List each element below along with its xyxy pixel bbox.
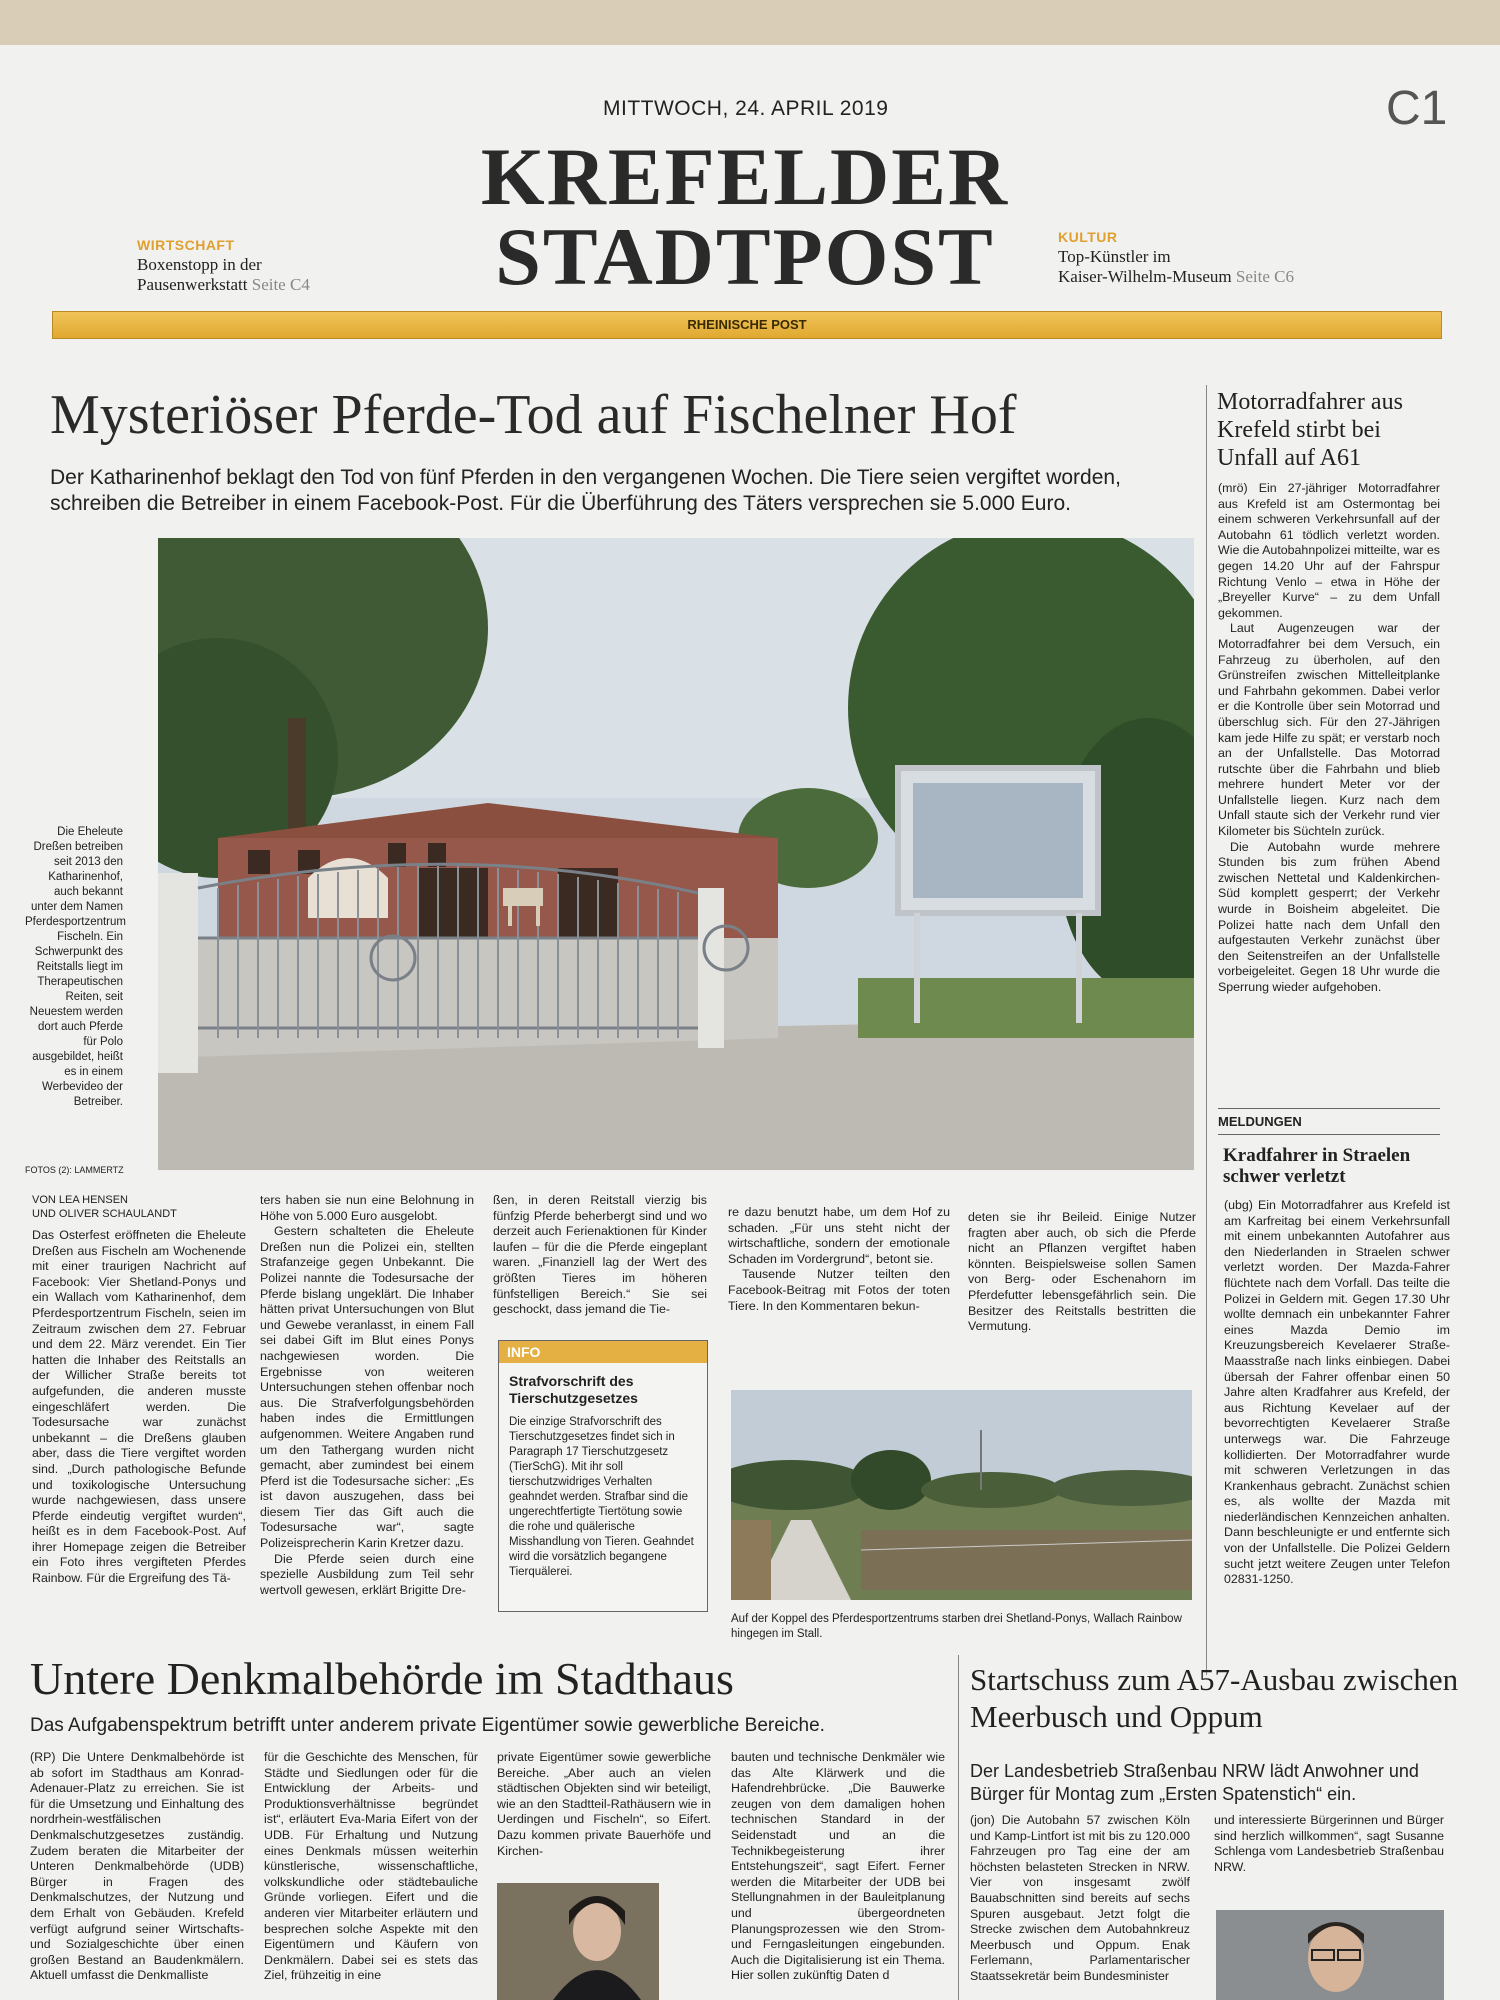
article-column-5 xyxy=(968,1210,1196,1335)
denkmal-column-1 xyxy=(30,1750,244,2000)
paragraph: deten sie ihr Beileid. Einige Nutzer fragten aber auch, ob sich die Pferde nicht an Pflanzen vergiftet haben könnten. Beispielsweise sollen Samen von Berg- oder Eschenahorn im Pferdefutter lebensgefährlich sein. Die Besitzer des Reitstalls bestritten die Vermutung. xyxy=(968,1210,1196,1334)
info-tag: INFO xyxy=(499,1341,707,1363)
denkmal-column-4 xyxy=(731,1750,945,2000)
denkmal-headline: Untere Denkmalbehörde im Stadthaus xyxy=(30,1653,734,1704)
article-column-3 xyxy=(493,1193,707,1318)
photo-caption: Die Eheleute Dreßen betreiben seit 2013 den Katharinenhof, auch bekannt unter dem Namen Pferdesportzentrum Fischeln. Ein Schwerpunkt des Reitstalls liegt im Therapeutischen Reiten, seit Neuestem werden dort auch Pferde für Polo ausgebildet, heißt es in einem Werbevideo der Betreiber. xyxy=(25,826,126,1108)
sidebar-divider xyxy=(1206,385,1207,1675)
sidebar-headline-2: Kradfahrer in Straelen schwer verletzt xyxy=(1223,1145,1411,1187)
a57-column-1 xyxy=(970,1813,1190,2000)
byline xyxy=(32,1193,177,1221)
paragraph: Das Osterfest eröffneten die Eheleute Dreßen aus Fischeln am Wochenende mit einer traurigen Nachricht auf Facebook: Vier Shetland-Ponys und ein Wallach vom Katharinenhof, dem Pferdesportzentrum Fischeln, seien im Zeitraum zwischen dem 27. Februar und dem 22. März verendet. Ein Tier hatten die Inhaber des Reitstalls an der Willicher Straße bereits tot aufgefunden, die anderen musste eingeschläfert werden. Die Todesursache war zunächst unbekannt – die Dreßens glauben aber, dass die Tiere vergiftet worden sind. „Durch pathologische Befunde und toxikologische Untersuchung wurde nachgewiesen, dass unsere Pferde eindeutig vergiftet wurden“, heißt es in dem Facebook-Post. Auf ihrer Homepage zeigen die Betreiber ein Foto ihres vergifteten Pferdes Rainbow. Für die Ergreifung des Tä- xyxy=(32,1228,246,1586)
publisher-banner: RHEINISCHE POST xyxy=(52,311,1442,339)
paddock-photo xyxy=(731,1390,1192,1600)
paragraph: bauten und technische Denkmäler wie das Alte Klärwerk und die Hafendrehbrücke. „Die Bauwerke zeugen von dem damaligen hohen technischen Standard in der Seidenstadt und an die Technikbegeisterung ihrer Entstehungszeit“, sagt Eifert. Ferner werden die Mitarbeiter der UDB bei Stellungnahmen in der Bauleitplanung und übergeordneten Planungsprozessen wie den Strom- und Ferngasleitungen eingebunden. Auch die Digitalisierung ist ein Thema. Hier sollen zukünftig Daten d xyxy=(731,1750,945,1983)
paragraph: Gestern schalteten die Eheleute Dreßen nun die Polizei ein, stellten Strafanzeige gegen Unbekannt. Die Polizei nannte die Todesursache der Pferde bislang ungeklärt. Die Inhaber hätten privat Untersuchungen von Blut und Gewebe veranlasst, in einem Fall sei dabei Gift im Blut eines Ponys nachgewiesen worden. Die Ergebnisse von weiteren Untersuchungen stehen offenbar noch aus. Die Strafverfolgungsbehörden haben indes die Ermittlungen aufgenommen. Weitere Angaben rund um den Tathergang wurden nicht gemacht, aber zumindest bei einem Pferd ist die Todesursache sicher: „Es ist davon auszugehen, dass bei diesem Tier das Gift auch die Todesursache war“, sagte Polizeisprecherin Karin Kretzer dazu. xyxy=(260,1224,474,1551)
paragraph: Tausende Nutzer teilten den Facebook-Beitrag mit Fotos der toten Tiere. In den Kommentaren bekun- xyxy=(728,1267,950,1313)
paragraph: private Eigentümer sowie gewerbliche Bereiche. „Aber auch an vielen städtischen Objekten sind wir beteiligt, wie an den Stadtteil-Rathäusern wie in Uerdingen und Fischeln“, so Eifert. Dazu kommen private Bauerhöfe und Kirchen- xyxy=(497,1750,711,1858)
a57-lead: Der Landesbetrieb Straßenbau NRW lädt Anwohner und Bürger für Montag zum „Ersten Spatenstich“ ein. xyxy=(970,1761,1419,1804)
portrait-illustration xyxy=(497,1883,659,2000)
newspaper-page xyxy=(0,45,1500,2000)
main-lead: Der Katharinenhof beklagt den Tod von fünf Pferden in den vergangenen Wochen. Die Tiere seien vergiftet worden, schreiben die Betreiber in einem Facebook-Post. Für die Überführung des Täters versprechen sie 5.000 Euro. xyxy=(50,466,1121,515)
teaser-line: Kaiser-Wilhelm-Museum xyxy=(1058,267,1232,286)
paragraph: (jon) Die Autobahn 57 zwischen Köln und Kamp-Lintfort ist mit bis zu 120.000 Fahrzeugen pro Tag eine der am höchsten belasteten Strecken in NRW. Vier von insgesamt zwölf Bauabschnitten sind bereits auf sechs Spuren ausgebaut. Jetzt folgt die Strecke zwischen dem Autobahnkreuz Meerbusch und Oppum. Enak Ferlemann, Parlamentarischer Staatssekretär beim Bundesminister xyxy=(970,1813,1190,1983)
sidebar-article xyxy=(1218,481,1440,996)
paragraph: (mrö) Ein 27-jähriger Motorradfahrer aus Krefeld ist am Ostermontag bei einem schweren Verkehrsunfall auf der Autobahn 61 tödlich verletzt worden. Wie die Autobahnpolizei mitteilte, war es gegen 14.20 Uhr auf der Fahrspur Richtung Venlo – etwa in Höhe der „Breyeller Kurve“ – zu dem Unfall gekommen. xyxy=(1218,481,1440,620)
masthead-title-line2: STADTPOST xyxy=(495,211,995,302)
page-id: C1 xyxy=(1386,82,1448,135)
teaser-kultur xyxy=(1058,227,1294,287)
paragraph: Laut Augenzeugen war der Motorradfahrer bei dem Versuch, ein Fahrzeug zu überholen, auf den Grünstreifen zwischen Mittelleitplanke und Fahrbahn gekommen. Dabei verlor er die Kontrolle über sein Motorrad und überschlug sich. Für den 27-Jährigen kam jede Hilfe zu spät; er verstarb noch an der Unfallstelle. Das Motorrad rutschte über die Fahrbahn und blieb mehrere hundert Meter vor der Unfallstelle liegen. Kurz nach dem Unfall staute sich der Verkehr rund vier Kilometer bis Süchteln zurück. xyxy=(1218,621,1440,839)
denkmal-column-3 xyxy=(497,1750,711,1859)
paragraph: Die Pferde seien durch eine spezielle Ausbildung zum Teil sehr wertvoll gewesen, erklärt Brigitte Dre- xyxy=(260,1551,474,1597)
ferlemann-photo xyxy=(1216,1910,1444,2000)
portrait-illustration xyxy=(1216,1910,1444,2000)
bottom-divider xyxy=(958,1655,959,2000)
masthead-title xyxy=(475,131,1015,302)
info-text: Die einzige Strafvorschrift des Tierschutzgesetzes findet sich in Paragraph 17 Tierschutzgesetz (TierSchG). Mit ihr soll tierschutzwidriges Verhalten geahndet werden. Strafbar sind die ungerechtfertigte Tiertötung sowie die rohe und quälerische Misshandlung von Tieren. Geahndet wird die vorsätzlich begangene Tierquälerei. xyxy=(509,1416,694,1578)
teaser-page-ref: Seite C4 xyxy=(251,275,310,294)
info-title: Strafvorschrift des Tierschutzgesetzes xyxy=(509,1373,638,1406)
paragraph: ters haben sie nun eine Belohnung in Höhe von 5.000 Euro ausgelobt. xyxy=(260,1193,474,1223)
denkmal-lead: Das Aufgabenspektrum betrifft unter anderem private Eigentümer sowie gewerbliche Bereiche. xyxy=(30,1715,825,1736)
teaser-page-ref: Seite C6 xyxy=(1235,267,1294,286)
denkmal-column-2 xyxy=(264,1750,478,2000)
teaser-line: Boxenstopp in der xyxy=(137,255,262,274)
section-label: MELDUNGEN xyxy=(1218,1108,1440,1135)
paragraph: für die Geschichte des Menschen, für Städte und Siedlungen oder für die Entwicklung der Arbeits- und Produktionsverhältnisse begründet ist“, erläutert Eva-Maria Eifert von der UDB. Für Erhaltung und Nutzung eines Denkmals müssen weiterhin künstlerische, wissenschaftliche, volkskundliche oder städtebauliche Gründe vorliegen. Eifert und die anderen vier Mitarbeiter erläutern und besprechen solche Aspekte mit den Eigentümern und Käufern von Denkmälern. Dabei sei es stets das Ziel, frühzeitig in eine xyxy=(264,1750,478,1983)
paragraph: (RP) Die Untere Denkmalbehörde ist ab sofort im Stadthaus am Konrad-Adenauer-Platz zu erreichen. Sie ist für die Umsetzung und Einhaltung des nordrhein-westfälischen Denkmalschutzgesetzes zuständig. Zudem beraten die Mitarbeiter der Unteren Denkmalbehörde (UDB) Bürger in Fragen des Denkmalschutzes, der Nutzung und dem Erhalt von Gebäuden. Krefeld verfügt aufgrund seiner Wirtschafts- und Sozialgeschichte über einen großen Bestand an Baudenkmälern. Aktuell umfasst die Denkmalliste xyxy=(30,1750,244,1983)
photo-credit: FOTOS (2): LAMMERTZ xyxy=(25,1165,124,1175)
teaser-wirtschaft xyxy=(137,235,310,295)
teaser-kicker: KULTUR xyxy=(1058,229,1118,245)
issue-date: MITTWOCH, 24. APRIL 2019 xyxy=(603,97,889,120)
paragraph: ßen, in deren Reitstall vierzig bis fünfzig Pferde beherbergt sind und wo derzeit auch Ferienaktionen für Kinder laufen – für die die Pferde eingeplant waren. „Finanziell lag der Wert des größten Tieres im höheren fünfstelligen Bereich.“ Sie sei geschockt, dass jemand die Tie- xyxy=(493,1193,707,1317)
paragraph: und interessierte Bürgerinnen und Bürger sind herzlich willkommen“, sagt Susanne Schlenga vom Landesbetrieb Straßenbau NRW. xyxy=(1214,1813,1444,1874)
eifert-photo xyxy=(497,1883,659,2000)
a57-headline: Startschuss zum A57-Ausbau zwischen Meerbusch und Oppum xyxy=(970,1662,1459,1734)
teaser-kicker: WIRTSCHAFT xyxy=(137,237,235,253)
article-column-4 xyxy=(728,1205,950,1314)
info-box xyxy=(498,1340,708,1612)
paragraph: Die Autobahn wurde mehrere Stunden bis zum frühen Abend zwischen Nettetal und Kaldenkirchen-Süd komplett gesperrt; der Verkehr wurde in Boisheim abgeleitet. Die Polizei hatte nach dem Unfall den aufgestauten Verkehr zunächst über den Seitenstreifen an der Unfallstelle vorbeigeleitet. Gegen 18 Uhr wurde die Sperrung wieder aufgehoben. xyxy=(1218,839,1440,994)
teaser-line: Top-Künstler im xyxy=(1058,247,1171,266)
sidebar-headline: Motorradfahrer aus Krefeld stirbt bei Unfall auf A61 xyxy=(1217,389,1403,471)
byline-line: VON LEA HENSEN xyxy=(32,1194,128,1206)
paragraph: re dazu benutzt habe, um dem Hof zu schaden. „Für uns steht nicht der wirtschaftliche, sondern der emotionale Schaden im Vordergrund“, betont sie. xyxy=(728,1205,950,1266)
byline-line: UND OLIVER SCHAULANDT xyxy=(32,1208,177,1220)
masthead-title-line1: KREFELDER xyxy=(480,131,1010,222)
article-column-2 xyxy=(260,1193,474,1598)
article-column-1 xyxy=(32,1228,246,1587)
farm-gate-photo xyxy=(158,538,1194,1170)
main-headline: Mysteriöser Pferde-Tod auf Fischelner Hof xyxy=(50,384,1017,446)
paddock-illustration xyxy=(731,1390,1192,1600)
farm-gate-illustration xyxy=(158,538,1194,1170)
paddock-caption: Auf der Koppel des Pferdesportzentrums starben drei Shetland-Ponys, Wallach Rainbow hingegen im Stall. xyxy=(731,1613,1182,1640)
a57-column-2 xyxy=(1214,1813,1444,1875)
teaser-line: Pausenwerkstatt xyxy=(137,275,248,294)
sidebar-article-2: (ubg) Ein Motorradfahrer aus Krefeld ist am Karfreitag bei einem Verkehrsunfall mit einem unbekannten Autofahrer aus den Niederlanden in Straelen schwer verletzt worden. Der Mazda-Fahrer flüchtete nach dem Vorfall. Das teilte die Polizei in Geldern mit. Gegen 17.30 Uhr wollte demnach ein unbekannter Fahrer eines Mazda Demio im Kreuzungsbereich Kevelaerer Straße-Maasstraße nach links einbiegen. Dabei übersah der Fahrer offenbar einen 50 Jahre alten Kradfahrer aus Krefeld, der aus Richtung Kevelaer auf der bevorrechtigten Kevelaerer Straße unterwegs war. Die Fahrzeuge kollidierten. Der Motorradfahrer wurde mit schweren Verletzungen in das Krankenhaus gebracht. Zunächst schien es, als wollte der Mazda mit niederländischen Kennzeichen anhalten. Dann beschleunigte er und entfernte sich von der Unfallstelle. Die Polizei Geldern sucht jetzt weitere Zeugen unter Telefon 02831-1250. xyxy=(1224,1198,1450,1587)
